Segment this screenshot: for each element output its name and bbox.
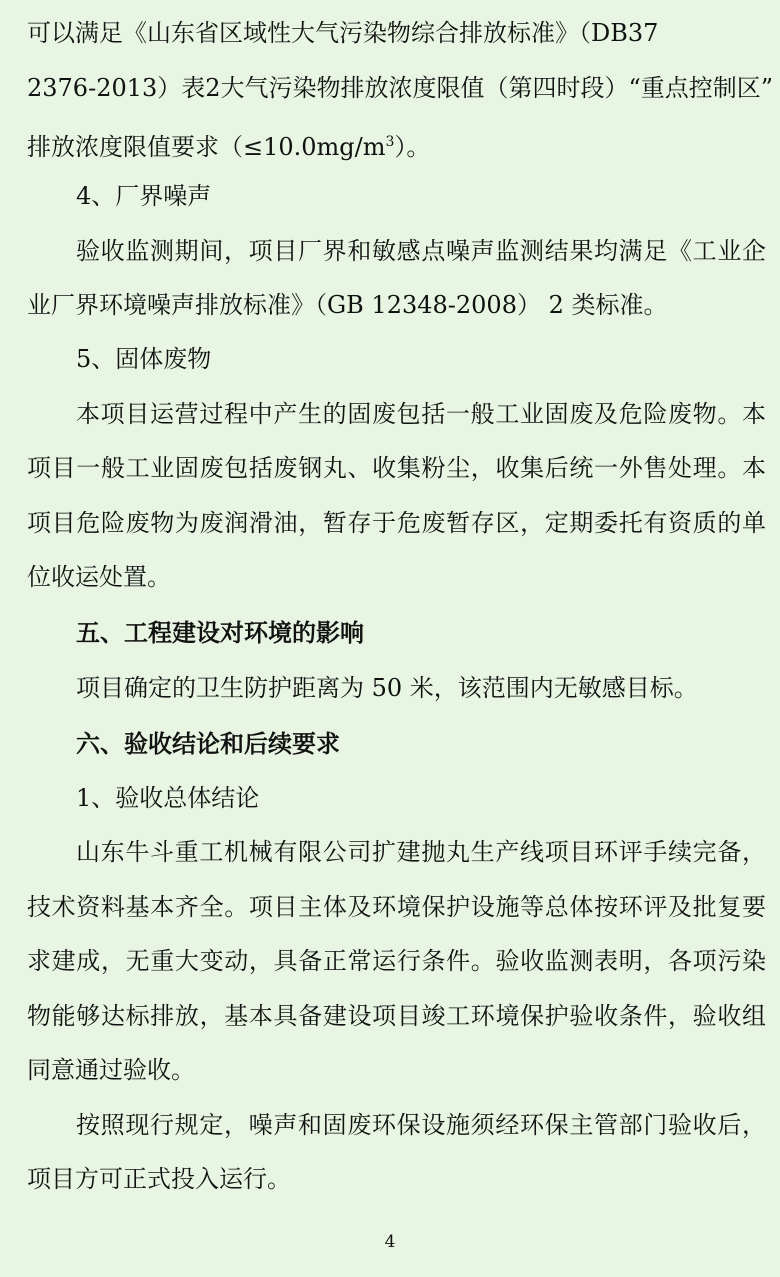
paragraph-line <box>0 127 780 162</box>
paragraph-line: 2376-2013）表2大气污染物排放浓度限值（第四时段）“重点控制区” <box>27 74 774 102</box>
section-heading-conclusion: 1、验收总体结论 <box>76 784 260 812</box>
superscript: 3 <box>385 134 395 150</box>
chapter-heading-6: 六、验收结论和后续要求 <box>76 730 340 758</box>
paragraph-line: 项目危险废物为废润滑油，暂存于危废暂存区，定期委托有资质的单 <box>27 509 766 537</box>
section-heading-solid-waste: 5、固体废物 <box>76 345 212 373</box>
section-heading-noise: 4、厂界噪声 <box>76 182 212 210</box>
paragraph-line: 项目确定的卫生防护距离为 50 米，该范围内无敏感目标。 <box>76 674 698 702</box>
limit-text-end: ）。 <box>394 133 431 161</box>
paragraph-line: 项目一般工业固废包括废钢丸、收集粉尘，收集后统一外售处理。本 <box>27 454 766 482</box>
paragraph-line: 验收监测期间，项目厂界和敏感点噪声监测结果均满足《工业企 <box>76 237 766 265</box>
paragraph-line: 本项目运营过程中产生的固废包括一般工业固废及危险废物。本 <box>76 400 766 428</box>
limit-text: 排放浓度限值要求（≤10.0mg/m <box>27 133 386 161</box>
paragraph-line: 物能够达标排放，基本具备建设项目竣工环境保护验收条件，验收组 <box>27 1002 766 1030</box>
paragraph-line: 求建成，无重大变动，具备正常运行条件。验收监测表明，各项污染 <box>27 947 766 975</box>
paragraph-line: 同意通过验收。 <box>27 1056 195 1084</box>
paragraph-line: 位收运处置。 <box>27 563 171 591</box>
page-number: 4 <box>384 1232 396 1252</box>
chapter-heading-5: 五、工程建设对环境的影响 <box>76 619 364 647</box>
paragraph-line: 项目方可正式投入运行。 <box>27 1165 291 1193</box>
paragraph-line: 按照现行规定，噪声和固废环保设施须经环保主管部门验收后， <box>76 1111 766 1139</box>
paragraph-line: 业厂界环境噪声排放标准》（GB 12348-2008） 2 类标准。 <box>27 291 668 319</box>
paragraph-line: 山东牛斗重工机械有限公司扩建抛丸生产线项目环评手续完备， <box>76 838 766 866</box>
paragraph-line: 技术资料基本齐全。项目主体及环境保护设施等总体按环评及批复要 <box>27 893 766 921</box>
paragraph-line: 可以满足《山东省区域性大气污染物综合排放标准》（DB37 <box>27 19 659 47</box>
